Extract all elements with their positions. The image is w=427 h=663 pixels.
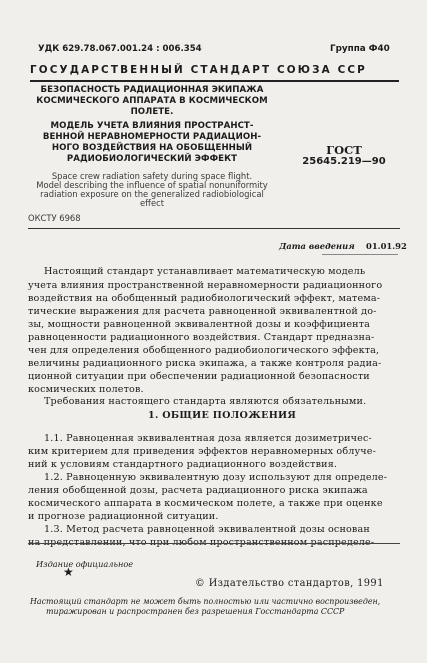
- title-en-line: Space crew radiation safety during space flight.: [51, 171, 253, 181]
- body-line: ционной ситуации при обеспечении радиационной безопасности: [28, 371, 370, 382]
- intro-date-label: Дата введения: [279, 241, 355, 251]
- body-line: учета влияния пространственной неравномерности радиационного: [28, 280, 383, 291]
- section-line: и прогнозе радиационной ситуации.: [28, 511, 219, 522]
- body-line: равноценности радиационного воздействия. Стандарт предназна-: [28, 332, 375, 343]
- title-ru-line: ВЕННОЙ НЕРАВНОМЕРНОСТИ РАДИАЦИОН-: [42, 132, 262, 142]
- footnote-rule: [28, 543, 400, 544]
- title-en-line: radiation exposure on the generalized radiobiological: [40, 189, 264, 199]
- body-line: космических полетов.: [28, 384, 144, 395]
- section-line: ким критерием для приведения эффектов неравномерных облуче-: [28, 446, 377, 457]
- group-code: Группа Ф40: [330, 44, 390, 54]
- title-en-line: effect: [140, 198, 164, 208]
- official-edition-label: Издание официальное: [36, 559, 134, 569]
- date-underline: [322, 254, 398, 255]
- body-line: чен для определения обобщенного радиобиологического эффекта,: [28, 345, 380, 356]
- body-line: величины радиационного риска экипажа, а также контроля радиа-: [28, 358, 382, 369]
- section-line: ний к условиям стандартного радиационного воздействия.: [28, 459, 338, 470]
- title-ru-line: КОСМИЧЕСКОГО АППАРАТА В КОСМИЧЕСКОМ: [36, 96, 268, 106]
- reproduction-notice-line: тиражирован и распространен без разрешения Госстандарта СССР: [46, 607, 345, 616]
- title-ru-line: РАДИОБИОЛОГИЧЕСКИЙ ЭФФЕКТ: [66, 154, 238, 164]
- gost-number: 25645.219—90: [302, 156, 386, 167]
- copyright: © Издательство стандартов, 1991: [195, 578, 384, 589]
- section-line: космического аппарата в космическом полете, а также при оценке: [28, 498, 383, 509]
- title-ru-line: МОДЕЛЬ УЧЕТА ВЛИЯНИЯ ПРОСТРАНСТ-: [50, 121, 254, 131]
- body-line: Настоящий стандарт устанавливает математическую модель: [44, 266, 366, 277]
- title-en-line: Model describing the influence of spatial nonuniformity: [36, 180, 268, 190]
- section-heading: 1. ОБЩИЕ ПОЛОЖЕНИЯ: [148, 410, 297, 421]
- title-ru-line: ПОЛЕТЕ.: [130, 107, 174, 117]
- state-standard-banner: ГОСУДАРСТВЕННЫЙ СТАНДАРТ СОЮЗА ССР: [30, 64, 367, 76]
- header-rule: [30, 80, 399, 82]
- body-line: воздействия на обобщенный радиобиологический эффект, матема-: [28, 293, 381, 304]
- body-line: Требования настоящего стандарта являются обязательными.: [44, 396, 367, 407]
- udk-code: УДК 629.78.067.001.24 : 006.354: [38, 44, 202, 54]
- body-line: зы, мощности равноценной эквивалентной дозы и коэффициента: [28, 319, 371, 330]
- gost-label: ГОСТ: [326, 143, 362, 157]
- okstu-code: ОКСТУ 6968: [28, 213, 81, 223]
- title-ru-line: БЕЗОПАСНОСТЬ РАДИАЦИОННАЯ ЭКИПАЖА: [40, 85, 264, 95]
- title-ru-line: НОГО ВОЗДЕЙСТВИЯ НА ОБОБЩЕННЫЙ: [51, 143, 253, 153]
- section-line: 1.1. Равноценная эквивалентная доза является дозиметричес-: [44, 433, 372, 444]
- title-rule: [28, 228, 400, 229]
- reproduction-notice-line: Настоящий стандарт не может быть полностью или частично воспроизведен,: [30, 597, 381, 606]
- intro-date-value: 01.01.92: [366, 241, 407, 251]
- body-line: тические выражения для расчета равноценной эквивалентной до-: [28, 306, 377, 317]
- section-line: 1.3. Метод расчета равноценной эквивалентной дозы основан: [44, 524, 370, 535]
- section-line: 1.2. Равноценную эквивалентную дозу используют для определе-: [44, 472, 388, 483]
- section-line: ления обобщенной дозы, расчета радиационного риска экипажа: [28, 485, 368, 496]
- star-icon: ★: [63, 565, 74, 579]
